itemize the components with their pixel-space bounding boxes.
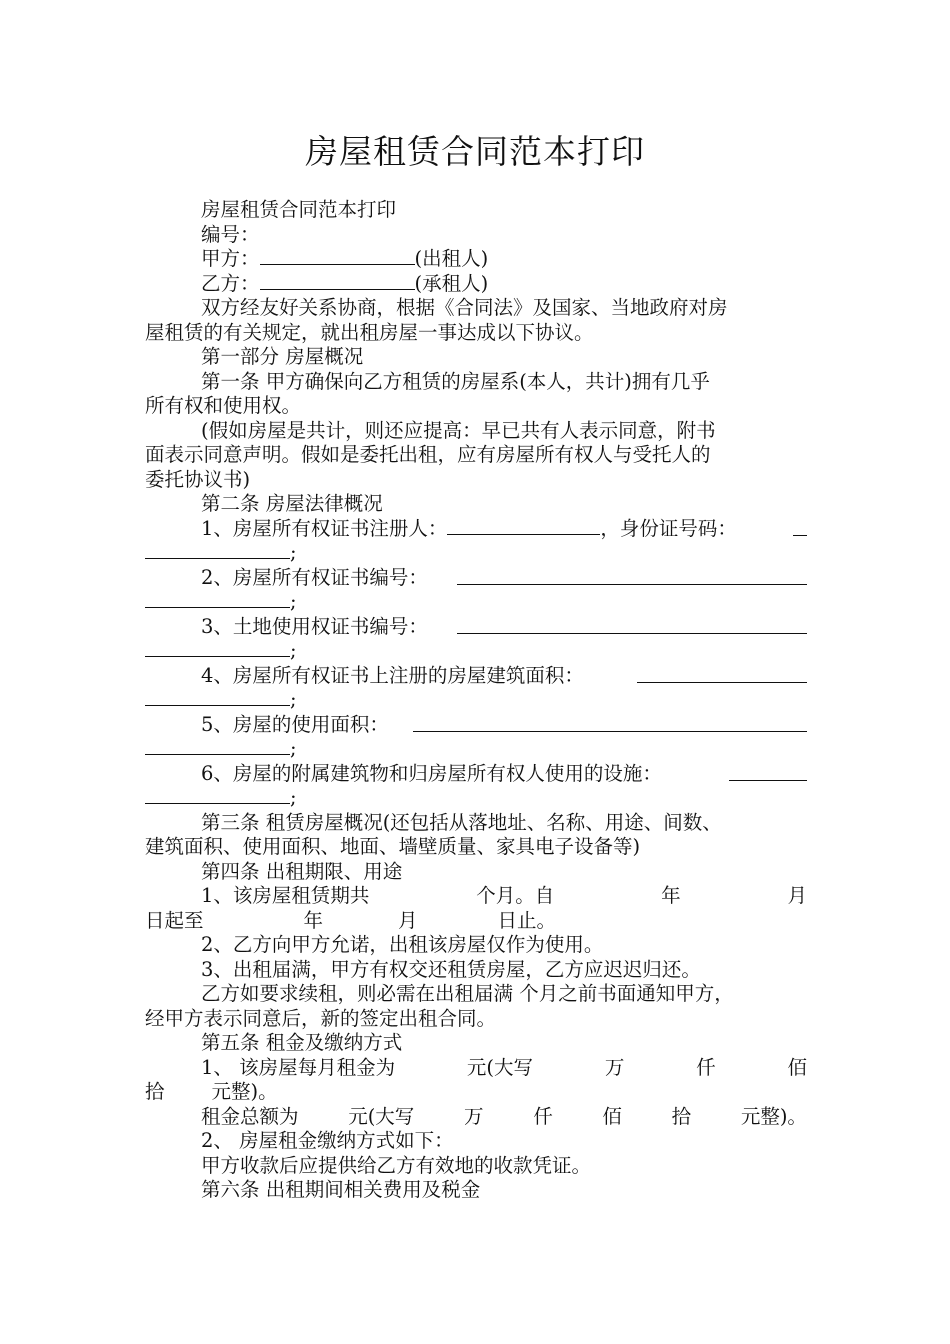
rent-line-2: 拾 元整)。 — [145, 1080, 278, 1103]
term-line-1: 1、该房屋租赁期共 个月。自 年 月 — [201, 884, 807, 907]
paragraph-line: 乙方如要求续租，则必需在出租届满 个月之前书面通知甲方， — [201, 982, 734, 1005]
rent-total-line: 租金总额为 元(大写 万 仟 佰 拾 元整)。 — [201, 1104, 807, 1128]
paragraph-line: 甲方收款后应提供给乙方有效地的收款凭证。 — [201, 1153, 592, 1177]
rent-line-1: 1、 该房屋每月租金为 元(大写 万 仟 佰 — [201, 1055, 807, 1079]
section-heading: 第一部分 房屋概况 — [201, 345, 364, 368]
paragraph-line: 建筑面积、使用面积、地面、墙壁质量、家具电子设备等) — [145, 835, 641, 858]
legal-item-3: 3、土地使用权证书编号： — [145, 615, 807, 640]
continuation-line: ; — [145, 737, 807, 762]
paragraph-line: 面表示同意声明。假如是委托出租，应有房屋所有权人与受托人的 — [145, 443, 711, 466]
term-line-2: 日起至 年 月 日止。 — [145, 908, 557, 932]
continuation-line: ; — [145, 590, 807, 615]
facilities-blank — [729, 780, 807, 781]
article-heading: 第三条 租赁房屋概况(还包括从落地址、名称、用途、间数、 — [201, 810, 722, 834]
number-line: 编号： — [201, 222, 260, 246]
id-number-blank — [793, 535, 807, 536]
continuation-line: ; — [145, 541, 807, 566]
article-heading: 第二条 房屋法律概况 — [201, 492, 383, 515]
subtitle-line: 房屋租赁合同范本打印 — [201, 198, 397, 221]
certificate-number-blank — [457, 584, 807, 585]
continuation-line: ; — [145, 688, 807, 713]
legal-item-2: 2、房屋所有权证书编号： — [145, 566, 807, 591]
land-certificate-blank — [457, 633, 807, 634]
continuation-line: ; — [145, 639, 807, 664]
document-title: 房屋租赁合同范本打印 — [305, 132, 645, 171]
paragraph-line: 2、 房屋租金缴纳方式如下： — [201, 1129, 454, 1152]
paragraph-line: (假如房屋是共计，则还应提高：早已共有人表示同意，附书 — [201, 418, 716, 442]
registrant-blank — [447, 517, 600, 535]
legal-item-1: 1、房屋所有权证书注册人： ，身份证号码： — [145, 517, 807, 542]
building-area-blank — [637, 682, 807, 683]
paragraph-line: 2、乙方向甲方允诺，出租该房屋仅作为使用。 — [201, 933, 604, 956]
document-body — [145, 198, 807, 1203]
usable-area-blank — [413, 731, 807, 732]
paragraph-line: 所有权和使用权。 — [145, 394, 302, 417]
article-heading: 第六条 出租期间相关费用及税金 — [201, 1178, 481, 1201]
party-b-line: 乙方： (承租人) — [201, 271, 489, 295]
paragraph-line: 双方经友好关系协商，根据《合同法》及国家、当地政府对房 — [201, 296, 728, 319]
article-heading: 第四条 出租期限、用途 — [201, 859, 403, 883]
legal-item-5: 5、房屋的使用面积： — [145, 713, 807, 738]
legal-item-4: 4、房屋所有权证书上注册的房屋建筑面积： — [145, 664, 807, 689]
article-heading: 第一条 甲方确保向乙方租赁的房屋系(本人，共计)拥有几乎 — [201, 369, 710, 393]
paragraph-line: 屋租赁的有关规定，就出租房屋一事达成以下协议。 — [145, 320, 594, 344]
continuation-line: ; — [145, 786, 807, 811]
paragraph-line: 经甲方表示同意后，新的签定出租合同。 — [145, 1006, 497, 1030]
article-heading: 第五条 租金及缴纳方式 — [201, 1031, 403, 1054]
party-a-line: 甲方： (出租人) — [201, 247, 489, 270]
party-a-blank — [260, 247, 415, 265]
paragraph-line: 委托协议书) — [145, 467, 251, 491]
paragraph-line: 3、出租届满，甲方有权交还租赁房屋，乙方应迟迟归还。 — [201, 957, 701, 981]
legal-item-6: 6、房屋的附属建筑物和归房屋所有权人使用的设施： — [145, 762, 807, 787]
party-b-blank — [260, 272, 415, 290]
